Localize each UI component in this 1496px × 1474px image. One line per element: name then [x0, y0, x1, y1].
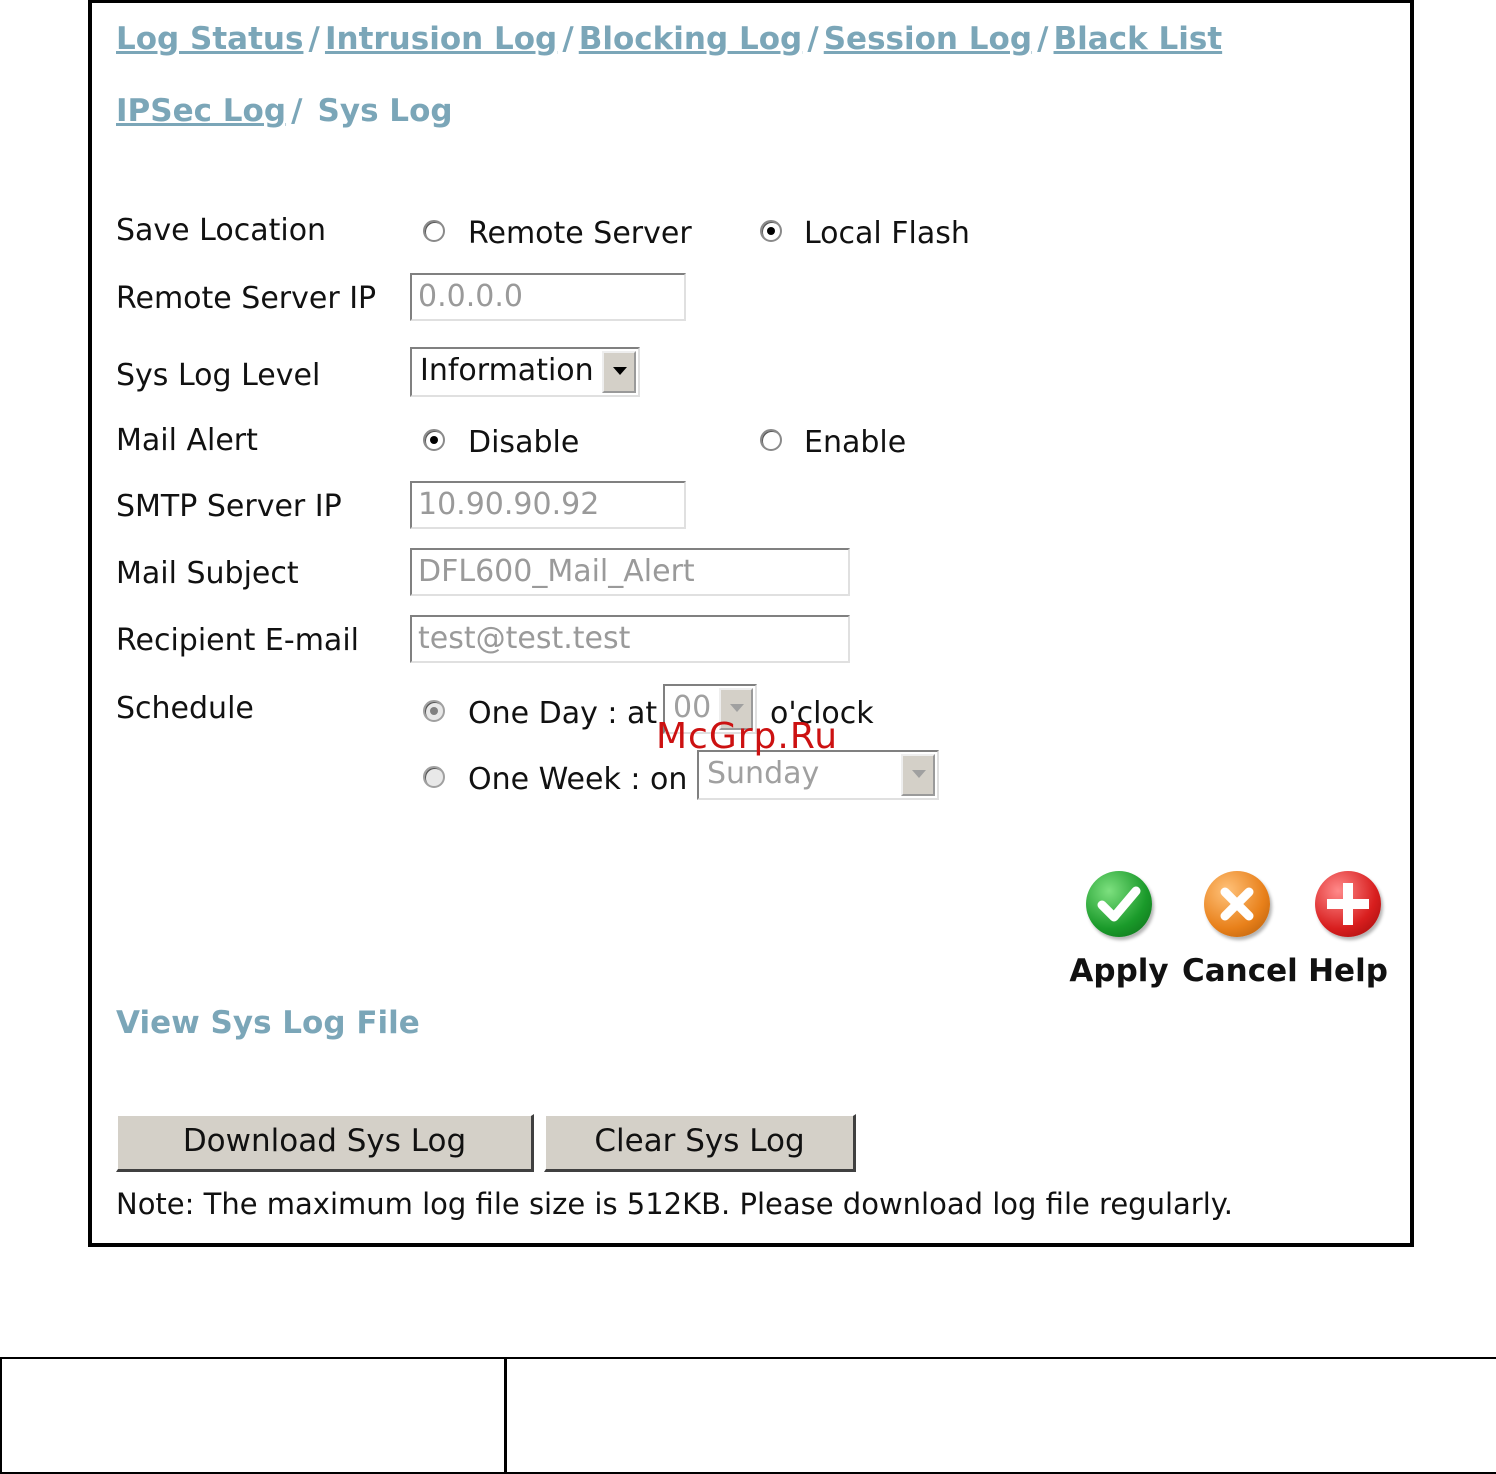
table-divider — [504, 1359, 507, 1472]
remote-server-ip-label: Remote Server IP — [116, 281, 377, 316]
sys-log-level-select[interactable] — [410, 347, 640, 397]
one-week-label: One Week : on — [468, 762, 688, 797]
view-sys-log-file-link[interactable]: View Sys Log File — [116, 1005, 420, 1041]
help-label: Help — [1308, 953, 1388, 989]
smtp-server-ip-input[interactable]: 10.90.90.92 — [410, 481, 686, 529]
watermark: McGrp.Ru — [656, 716, 839, 757]
remote-server-ip-input[interactable]: 0.0.0.0 — [410, 273, 686, 321]
nav-separator: / — [308, 21, 320, 57]
checkmark-icon — [1086, 871, 1152, 937]
mail-disable-option-label: Disable — [468, 425, 580, 460]
radio-mail-disable[interactable] — [423, 429, 445, 451]
schedule-day-value: Sunday — [707, 756, 820, 791]
recipient-email-label: Recipient E-mail — [116, 623, 359, 658]
close-icon — [1204, 871, 1270, 937]
radio-remote-server[interactable] — [423, 220, 445, 242]
log-size-note: Note: The maximum log file size is 512KB. Please download log file regularly. — [116, 1187, 1234, 1221]
apply-button[interactable] — [1064, 871, 1174, 989]
radio-schedule-one-week[interactable] — [423, 766, 445, 788]
nav-ipsec-log[interactable]: IPSec Log — [116, 93, 287, 129]
mail-alert-label: Mail Alert — [116, 423, 258, 458]
local-flash-option-label: Local Flash — [804, 216, 970, 251]
remote-server-option-label: Remote Server — [468, 216, 692, 251]
oclock-label: o'clock — [770, 696, 874, 731]
save-location-label: Save Location — [116, 213, 327, 248]
nav-black-list[interactable]: Black List — [1053, 21, 1223, 57]
download-sys-log-button[interactable]: Download Sys Log — [116, 1114, 534, 1172]
schedule-hour-value: 00 — [673, 690, 712, 725]
nav-sys-log[interactable]: Sys Log — [317, 93, 453, 129]
nav-separator: / — [807, 21, 819, 57]
mail-enable-option-label: Enable — [804, 425, 907, 460]
radio-schedule-one-day[interactable] — [423, 700, 445, 722]
nav-separator: / — [562, 21, 574, 57]
schedule-day-select[interactable] — [697, 750, 939, 800]
cancel-label: Cancel — [1182, 953, 1298, 989]
nav-separator: / — [291, 93, 303, 129]
mail-subject-label: Mail Subject — [116, 556, 299, 591]
sys-log-level-label: Sys Log Level — [116, 358, 321, 393]
chevron-down-icon[interactable] — [901, 754, 935, 796]
chevron-down-icon[interactable] — [602, 351, 636, 393]
nav-blocking-log[interactable]: Blocking Log — [578, 21, 803, 57]
nav-log-status[interactable]: Log Status — [116, 21, 304, 57]
sys-log-panel — [88, 0, 1414, 1247]
plus-icon — [1315, 871, 1381, 937]
schedule-label: Schedule — [116, 691, 254, 726]
empty-table — [0, 1357, 1496, 1474]
sys-log-level-value: Information — [420, 353, 594, 388]
nav-intrusion-log[interactable]: Intrusion Log — [324, 21, 558, 57]
clear-sys-log-button[interactable]: Clear Sys Log — [544, 1114, 856, 1172]
smtp-server-ip-label: SMTP Server IP — [116, 489, 342, 524]
mail-subject-input[interactable]: DFL600_Mail_Alert — [410, 548, 850, 596]
log-nav-row-1 — [116, 21, 1222, 57]
help-button[interactable] — [1298, 871, 1398, 989]
nav-session-log[interactable]: Session Log — [823, 21, 1033, 57]
radio-local-flash[interactable] — [760, 220, 782, 242]
cancel-button[interactable] — [1182, 871, 1298, 989]
one-day-label: One Day : at — [468, 696, 658, 731]
recipient-email-input[interactable]: test@test.test — [410, 615, 850, 663]
nav-separator: / — [1037, 21, 1049, 57]
apply-label: Apply — [1069, 953, 1169, 989]
log-nav-row-2 — [116, 93, 453, 129]
radio-mail-enable[interactable] — [760, 429, 782, 451]
